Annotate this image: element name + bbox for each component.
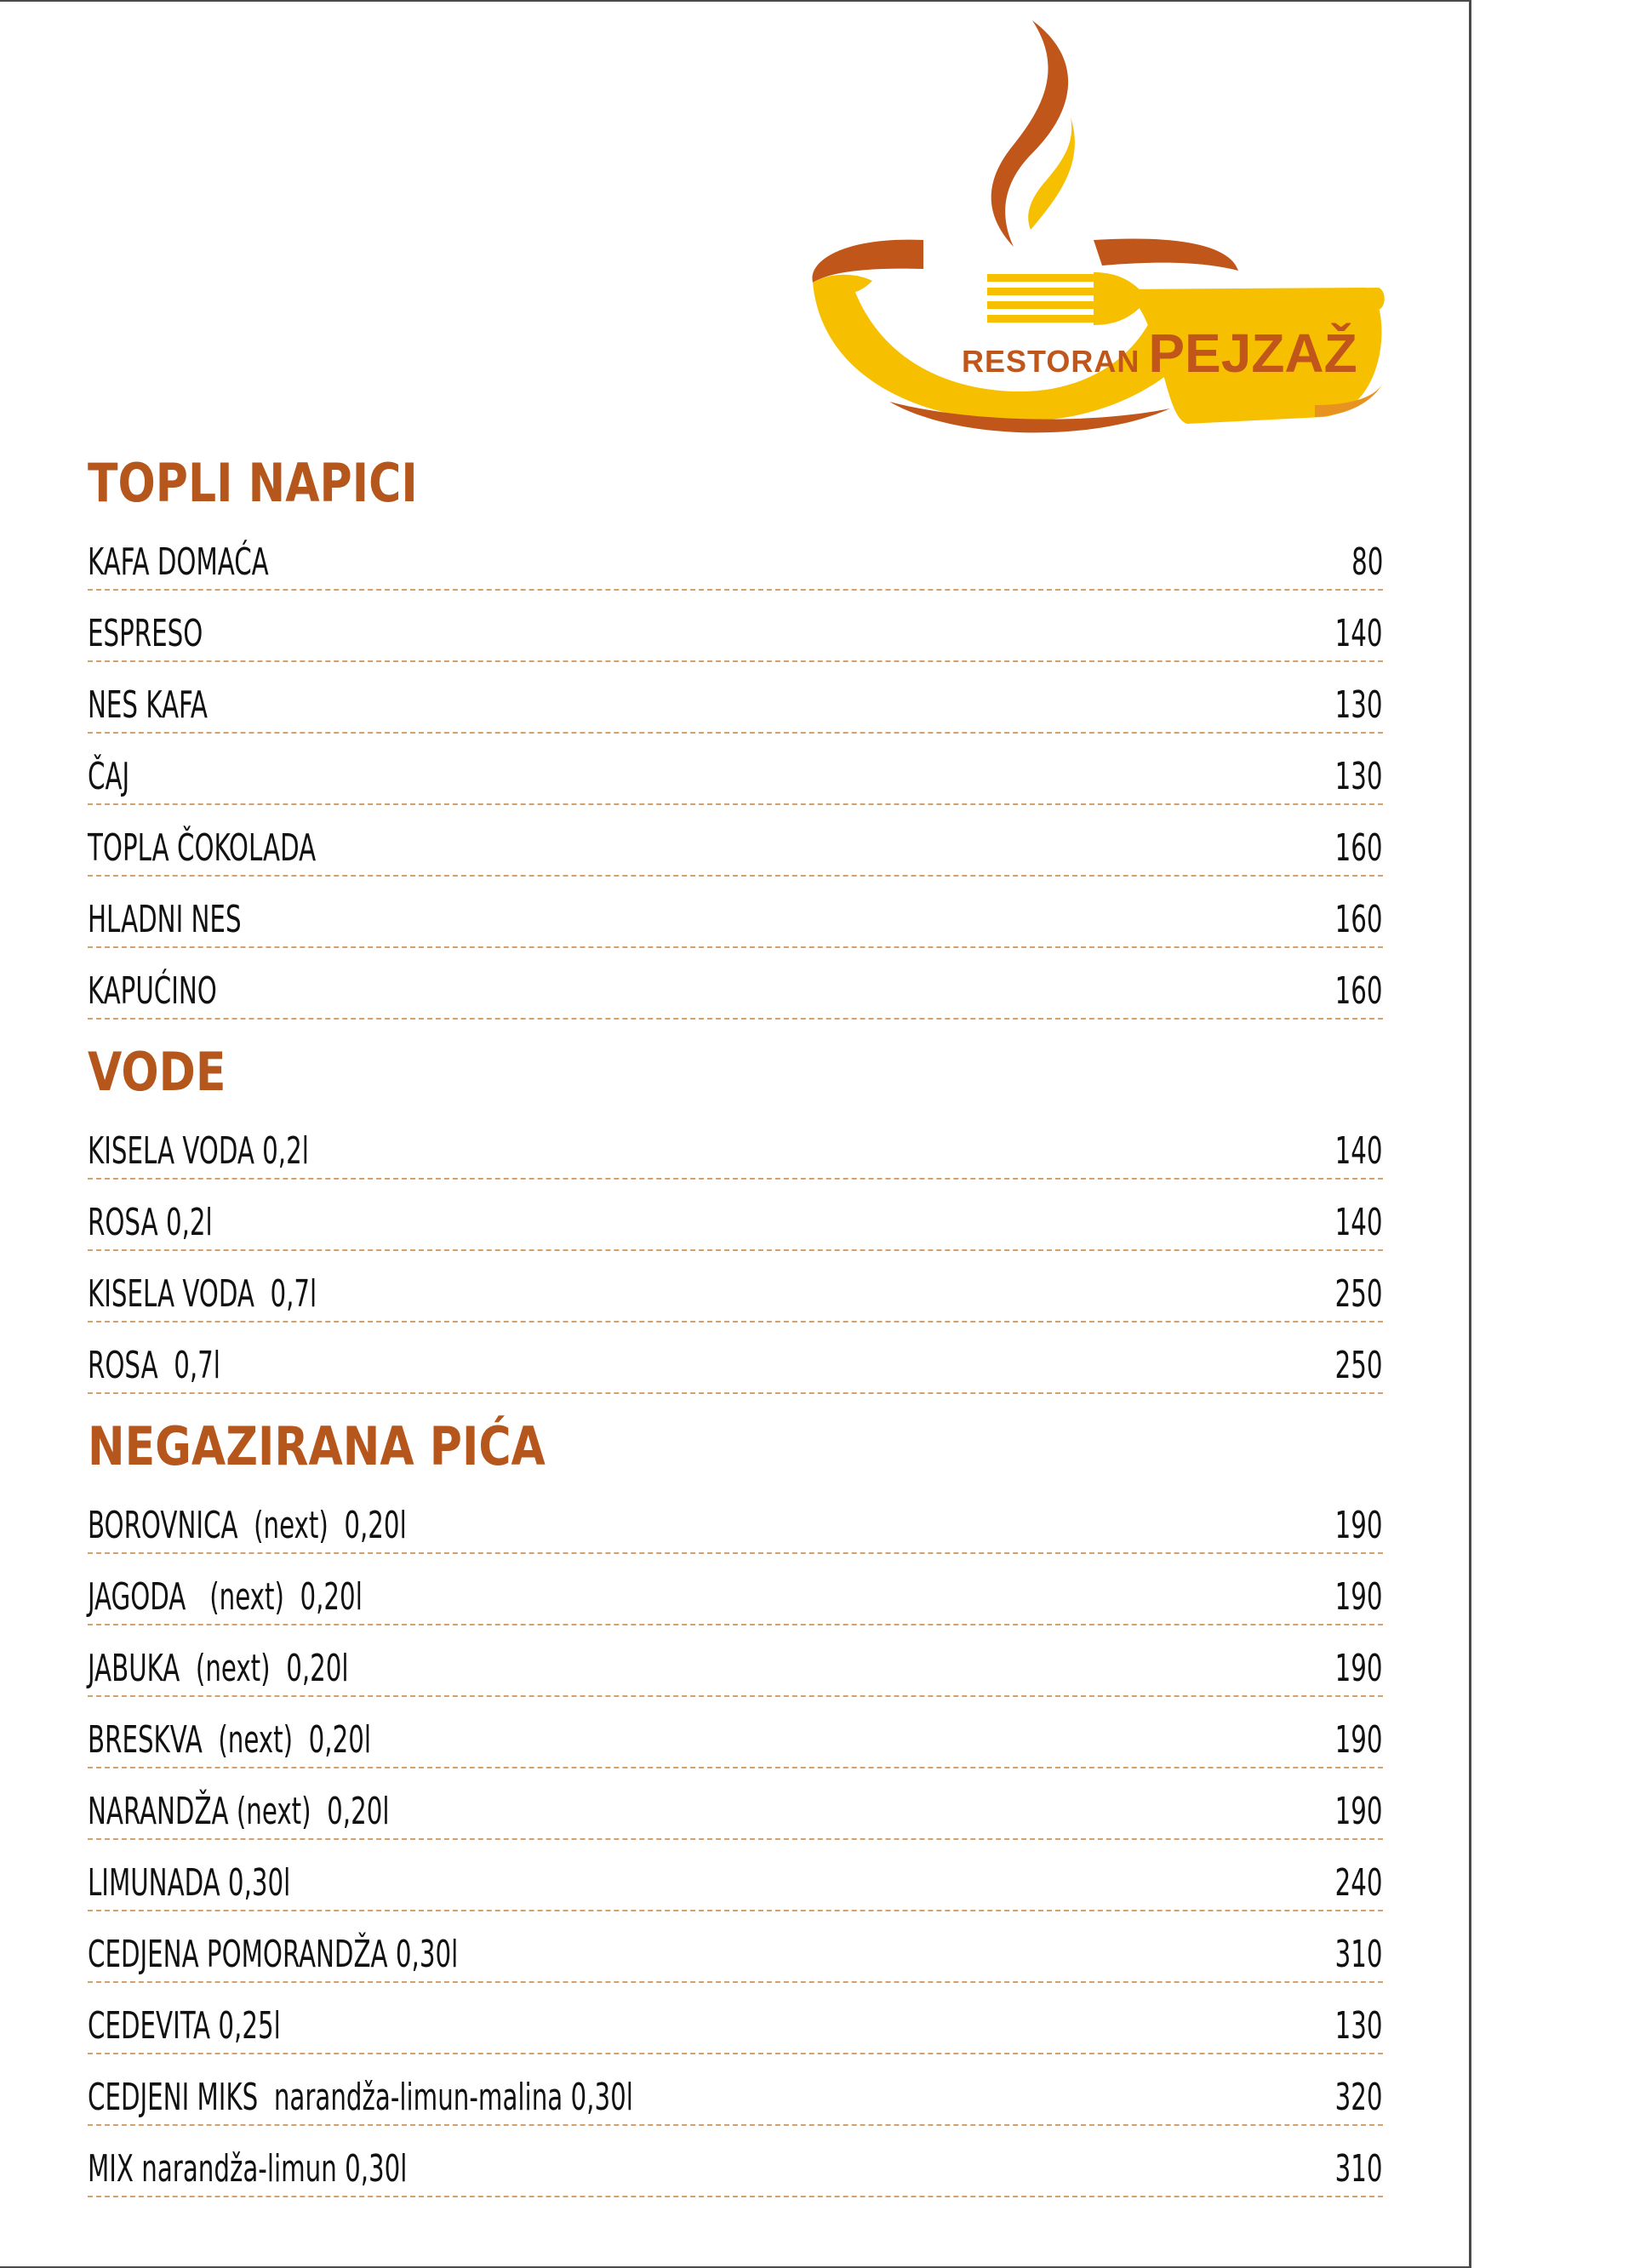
logo-word-restoran: RESTORAN xyxy=(962,344,1140,379)
restaurant-name xyxy=(962,322,1357,385)
item-name: CEDEVITA 0,25l xyxy=(88,2004,281,2048)
item-price: 80 xyxy=(1351,540,1383,584)
item-name: TOPLA ČOKOLADA xyxy=(88,826,317,870)
item-name: LIMUNADA 0,30l xyxy=(88,1861,291,1905)
menu-item xyxy=(88,734,1383,805)
menu-item xyxy=(88,1768,1383,1840)
item-name: JAGODA (next) 0,20l xyxy=(88,1575,363,1619)
item-price: 250 xyxy=(1335,1344,1383,1387)
item-name: BOROVNICA (next) 0,20l xyxy=(88,1504,407,1547)
item-price: 160 xyxy=(1335,969,1383,1013)
item-name: NES KAFA xyxy=(88,683,208,727)
item-price: 140 xyxy=(1335,1201,1383,1244)
item-price: 190 xyxy=(1335,1504,1383,1547)
item-price: 240 xyxy=(1335,1861,1383,1905)
item-name: ROSA 0,7l xyxy=(88,1344,220,1387)
item-name: MIX narandža-limun 0,30l xyxy=(88,2147,408,2191)
item-price: 190 xyxy=(1335,1790,1383,1833)
menu-item xyxy=(88,1323,1383,1394)
menu-item xyxy=(88,1251,1383,1323)
menu-item xyxy=(88,805,1383,877)
menu-item xyxy=(88,1482,1383,1554)
item-price: 140 xyxy=(1335,1129,1383,1173)
item-name: BRESKVA (next) 0,20l xyxy=(88,1718,371,1762)
item-price: 130 xyxy=(1335,683,1383,727)
item-price: 130 xyxy=(1335,2004,1383,2048)
menu-item xyxy=(88,1697,1383,1768)
item-name: ESPRESO xyxy=(88,612,203,655)
item-price: 190 xyxy=(1335,1647,1383,1690)
menu-item xyxy=(88,2126,1383,2197)
item-name: HLADNI NES xyxy=(88,898,242,941)
logo-word-pejzaz: PEJZAŽ xyxy=(1148,323,1357,384)
item-name: ČAJ xyxy=(88,755,130,798)
section-title-vode: VODE xyxy=(88,1041,226,1103)
menu-item xyxy=(88,877,1383,948)
menu-item xyxy=(88,1554,1383,1625)
item-price: 310 xyxy=(1335,2147,1383,2191)
item-name: KISELA VODA 0,7l xyxy=(88,1272,317,1316)
item-name: KAFA DOMAĆA xyxy=(88,540,269,584)
item-name: KAPUĆINO xyxy=(88,969,217,1013)
item-price: 320 xyxy=(1335,2076,1383,2119)
menu-item xyxy=(88,591,1383,662)
menu-item xyxy=(88,662,1383,734)
item-price: 250 xyxy=(1335,1272,1383,1316)
restaurant-logo xyxy=(804,17,1391,451)
menu-item xyxy=(88,1180,1383,1251)
menu-item xyxy=(88,1983,1383,2054)
item-name: CEDJENI MIKS narandža-limun-malina 0,30l xyxy=(88,2076,633,2119)
item-price: 130 xyxy=(1335,755,1383,798)
drinks-menu xyxy=(88,444,1383,2197)
menu-item xyxy=(88,948,1383,1020)
item-price: 310 xyxy=(1335,1933,1383,1976)
item-name: KISELA VODA 0,2l xyxy=(88,1129,309,1173)
menu-item xyxy=(88,1840,1383,1911)
menu-item xyxy=(88,2054,1383,2126)
item-price: 160 xyxy=(1335,826,1383,870)
menu-item xyxy=(88,1911,1383,1983)
bowl-steam-fork-icon xyxy=(804,17,1391,451)
section-title-topli-napici: TOPLI NAPICI xyxy=(88,452,418,514)
item-name: NARANDŽA (next) 0,20l xyxy=(88,1790,390,1833)
item-price: 140 xyxy=(1335,612,1383,655)
item-name: CEDJENA POMORANDŽA 0,30l xyxy=(88,1933,459,1976)
item-price: 190 xyxy=(1335,1575,1383,1619)
menu-item xyxy=(88,519,1383,591)
section-title-negazirana-pica: NEGAZIRANA PIĆA xyxy=(88,1415,546,1477)
menu-item xyxy=(88,1625,1383,1697)
item-price: 190 xyxy=(1335,1718,1383,1762)
menu-item xyxy=(88,1108,1383,1180)
item-name: ROSA 0,2l xyxy=(88,1201,213,1244)
item-price: 160 xyxy=(1335,898,1383,941)
item-name: JABUKA (next) 0,20l xyxy=(88,1647,349,1690)
